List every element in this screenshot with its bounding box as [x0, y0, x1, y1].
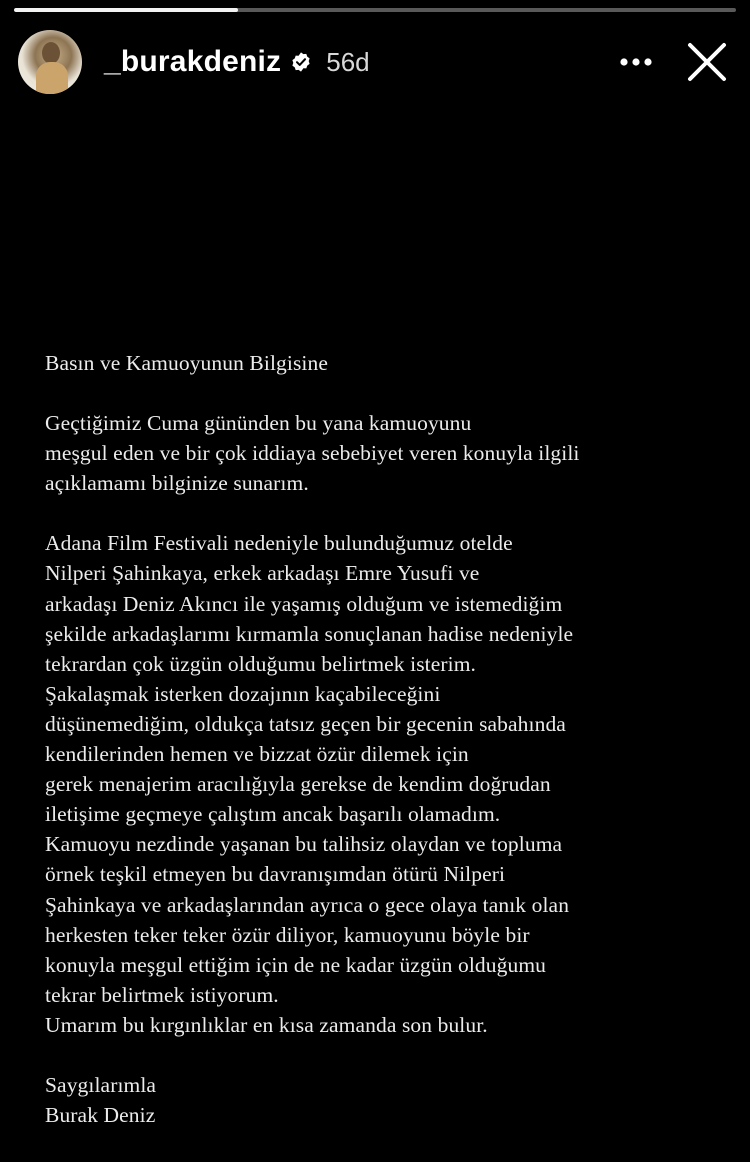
story-header [18, 28, 730, 96]
statement-paragraph-1 [45, 408, 735, 498]
statement-line: şekilde arkadaşlarımı kırmamla sonuçlanan hadise nedeniyle [45, 621, 574, 646]
statement-line: tekrardan çok üzgün olduğumu belirtmek isterim. [45, 651, 477, 676]
more-dots-icon [619, 57, 653, 67]
statement-text [45, 348, 735, 1130]
avatar-body [36, 62, 68, 94]
statement-line: düşünemediğim, oldukça tatsız geçen bir gecenin sabahında [45, 711, 566, 736]
story-progress-bar [14, 8, 736, 12]
statement-line: Şahinkaya ve arkadaşlarından ayrıca o gece olaya tanık olan [45, 892, 570, 917]
statement-line: konuyla meşgul ettiğim için de ne kadar üzgün olduğumu [45, 952, 546, 977]
username[interactable]: _burakdeniz [104, 45, 282, 78]
statement-line: kendilerinden hemen ve bizzat özür dilemek için [45, 742, 469, 767]
statement-line: Şakalaşmak isterken dozajının kaçabileceğini [45, 681, 441, 706]
statement-line: Kamuoyu nezdinde yaşanan bu talihsiz olaydan ve topluma [45, 832, 563, 857]
statement-line: Nilperi Şahinkaya, erkek arkadaşı Emre Yusufi ve [45, 561, 480, 586]
statement-line: arkadaşı Deniz Akıncı ile yaşamış olduğum ve istemediğim [45, 591, 563, 616]
statement-line: Umarım bu kırgınlıklar en kısa zamanda son bulur. [45, 1012, 488, 1037]
statement-line: örnek teşkil etmeyen bu davranışımdan ötürü Nilperi [45, 862, 506, 887]
avatar-head [42, 42, 60, 64]
statement-line: gerek menajerim aracılığıyla gerekse de kendim doğrudan [45, 772, 551, 797]
avatar[interactable] [18, 30, 82, 94]
statement-closing: Saygılarımla [45, 1072, 157, 1097]
statement-line: tekrar belirtmek istiyorum. [45, 982, 279, 1007]
statement-line: iletişime geçmeye çalıştım ancak başarılı olamadım. [45, 802, 501, 827]
close-icon [687, 42, 727, 82]
statement-paragraph-2 [45, 528, 735, 1040]
verified-badge-icon [290, 51, 312, 73]
statement-line: Geçtiğimiz Cuma gününden bu yana kamuoyunu [45, 411, 472, 436]
story-progress-fill [14, 8, 238, 12]
statement-line: Adana Film Festivali nedeniyle bulunduğumuz otelde [45, 531, 513, 556]
more-options-button[interactable] [614, 40, 658, 84]
statement-heading: Basın ve Kamuoyunun Bilgisine [45, 351, 328, 375]
statement-signature: Burak Deniz [45, 1103, 156, 1128]
statement-line: herkesten teker teker özür diliyor, kamuoyunu böyle bir [45, 922, 530, 947]
story-time: 56d [326, 46, 370, 77]
close-button[interactable] [684, 39, 730, 85]
statement-line: meşgul eden ve bir çok iddiaya sebebiyet veren konuyla ilgili [45, 441, 580, 466]
statement-line: açıklamamı bilginize sunarım. [45, 471, 309, 496]
